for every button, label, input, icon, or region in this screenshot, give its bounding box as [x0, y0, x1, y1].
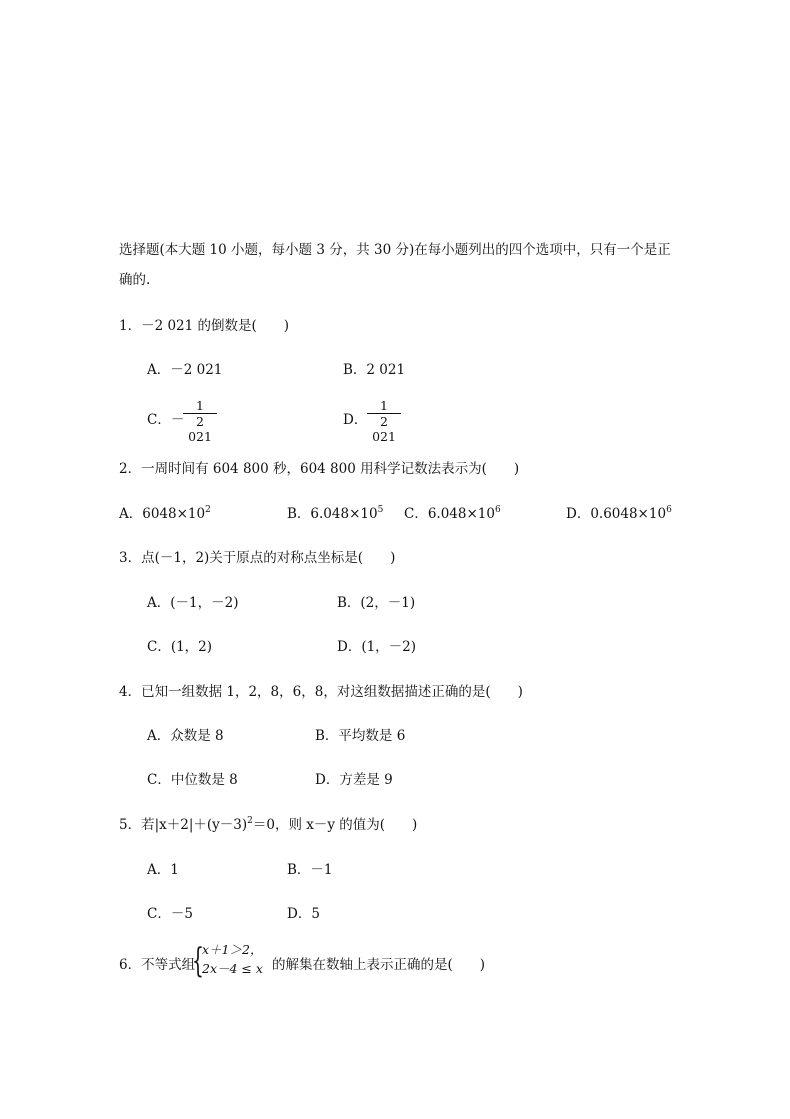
question-3-stem: 3．点(－1，2)关于原点的对称点坐标是( ): [119, 550, 396, 566]
question-3-option-a: A．(－1，－2): [147, 595, 239, 611]
question-5-stem: [119, 813, 417, 833]
question-4-option-b: B．平均数是 6: [315, 728, 406, 744]
system-line-2: 2x－4 ≤ x: [202, 961, 263, 976]
question-4-option-d: D．方差是 9: [315, 772, 393, 788]
option-d-exponent: 6: [666, 505, 672, 515]
question-6-stem-post: 的解集在数轴上表示正确的是( ): [272, 957, 486, 973]
question-3-option-b: B．(2，－1): [337, 595, 416, 611]
question-1-option-d-label: D．: [343, 412, 368, 428]
question-1-option-c-label: C．－: [147, 412, 185, 428]
fraction-denominator: 2 021: [372, 414, 396, 444]
option-b-exponent: 5: [377, 505, 384, 515]
question-1-option-d-fraction: [367, 398, 401, 444]
fraction-denominator: 2 021: [188, 414, 212, 444]
question-5-option-c: C．－5: [147, 906, 193, 922]
question-3-option-d: D．(1，－2): [337, 639, 417, 655]
stem-post: ＝0，则 x－y 的值为( ): [252, 817, 418, 833]
question-1-stem: 1．－2 021 的倒数是( ): [119, 318, 290, 334]
question-2-option-d: [566, 502, 672, 522]
option-b-base: B．6.048×10: [287, 506, 378, 522]
question-1-option-c-fraction: [183, 398, 217, 444]
question-5-option-d: D．5: [287, 906, 320, 922]
question-5-option-b: B．－1: [287, 862, 333, 878]
question-1-option-b: B．2 021: [343, 362, 406, 378]
question-3-option-c: C．(1，2): [147, 639, 213, 655]
question-2-stem: 2．一周时间有 604 800 秒，604 800 用科学记数法表示为( ): [119, 461, 520, 477]
fraction-numerator: 1: [380, 398, 388, 413]
question-4-stem: 4．已知一组数据 1，2，8，6，8，对这组数据描述正确的是( ): [119, 684, 523, 700]
system-line-1: x＋1＞2，: [202, 942, 263, 957]
question-4-option-c: C．中位数是 8: [147, 772, 238, 788]
option-c-exponent: 6: [494, 505, 501, 515]
question-2-option-a: [119, 502, 211, 522]
intro-line-2: 确的.: [119, 272, 151, 288]
option-a-exponent: 2: [205, 505, 211, 515]
stem-pre: 5．若|x＋2|＋(y－3): [119, 817, 248, 833]
stem-exponent: 2: [247, 816, 253, 826]
question-5-option-a: A．1: [147, 862, 179, 878]
fraction-numerator: 1: [196, 398, 204, 413]
question-4-option-a: A．众数是 8: [147, 728, 224, 744]
option-c-base: C．6.048×10: [404, 506, 495, 522]
intro-line-1: 选择题(本大题 10 小题，每小题 3 分，共 30 分)在每小题列出的四个选项中，只有一个是正: [119, 242, 671, 258]
question-2-option-b: [287, 502, 383, 522]
option-a-base: A．6048×10: [119, 506, 206, 522]
left-brace-icon: {: [192, 941, 204, 981]
question-1-option-a: A．－2 021: [147, 362, 223, 378]
question-2-option-c: [404, 502, 501, 522]
option-d-base: D．0.6048×10: [566, 506, 667, 522]
question-6-stem-pre: 6．不等式组: [119, 957, 196, 973]
